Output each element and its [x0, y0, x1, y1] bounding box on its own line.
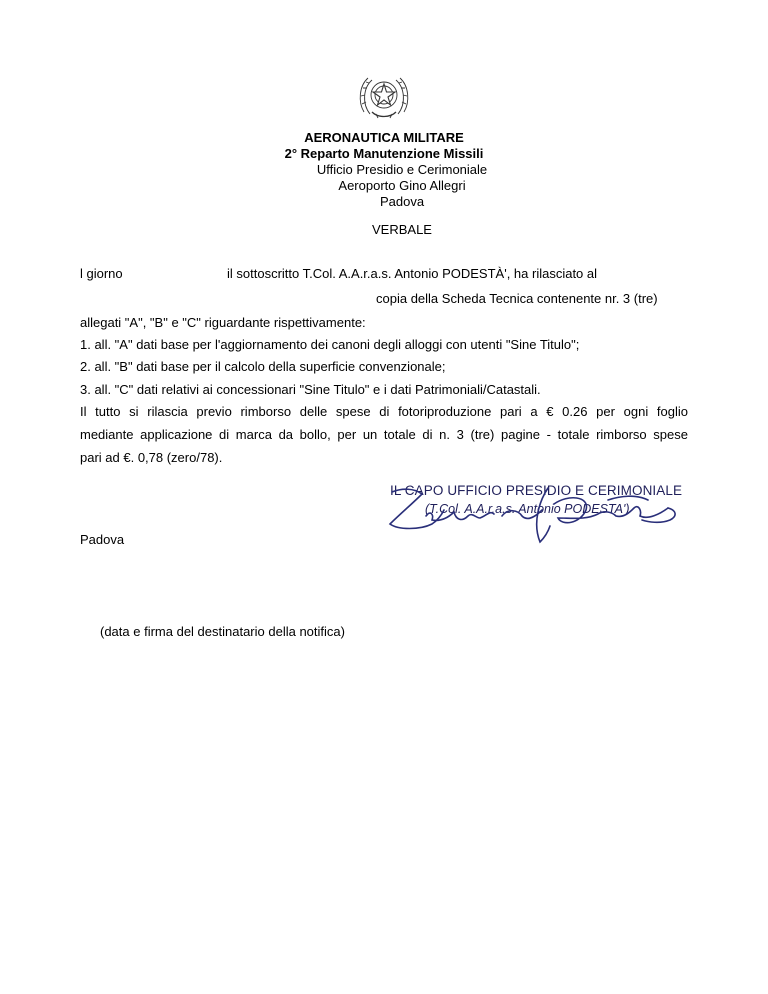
intro-line-1: il sottoscritto T.Col. A.A.r.a.s. Antonio PODESTÀ', ha rilasciato al — [227, 266, 598, 281]
intro-line-3: allegati "A", "B" e "C" riguardante rispettivamente: — [80, 315, 366, 330]
attachment-item-c: 3. all. "C" dati relativi ai concessionari "Sine Titulo" e i dati Patrimoniali/Catastali. — [80, 382, 541, 397]
org-name: AERONAUTICA MILITARE — [304, 130, 464, 145]
attachment-item-a: 1. all. "A" dati base per l'aggiornamento dei canoni degli alloggi con utenti "Sine Titulo"; — [80, 337, 580, 352]
italian-republic-emblem-icon — [356, 68, 412, 124]
handwritten-signature-icon — [372, 480, 692, 550]
footer-place: Padova — [80, 532, 125, 547]
day-label: l giorno — [80, 266, 123, 281]
recipient-note: (data e firma del destinatario della notifica) — [100, 624, 345, 639]
city-name: Padova — [379, 194, 425, 209]
unit-name: 2° Reparto Manutenzione Missili — [284, 146, 484, 161]
body-line-1: Il tutto si rilascia previo rimborso delle spese di fotoriproduzione pari a € 0.26 per ogni foglio — [80, 404, 688, 419]
document-title: VERBALE — [372, 222, 432, 237]
signature-title: IL CAPO UFFICIO PRESIDIO E CERIMONIALE — [390, 483, 683, 498]
body-line-3: pari ad €. 0,78 (zero/78). — [80, 450, 223, 465]
body-line-2: mediante applicazione di marca da bollo, per un totale di n. 3 (tre) pagine - totale rimborso spese — [80, 427, 688, 442]
airport-name: Aeroporto Gino Allegri — [338, 178, 466, 193]
intro-line-2: copia della Scheda Tecnica contenente nr. 3 (tre) — [376, 291, 658, 306]
signature-name: (T.Col. A.A.r.a.s. Antonio PODESTA') — [425, 502, 630, 516]
attachment-item-b: 2. all. "B" dati base per il calcolo della superficie convenzionale; — [80, 359, 446, 374]
office-name: Ufficio Presidio e Cerimoniale — [316, 162, 488, 177]
